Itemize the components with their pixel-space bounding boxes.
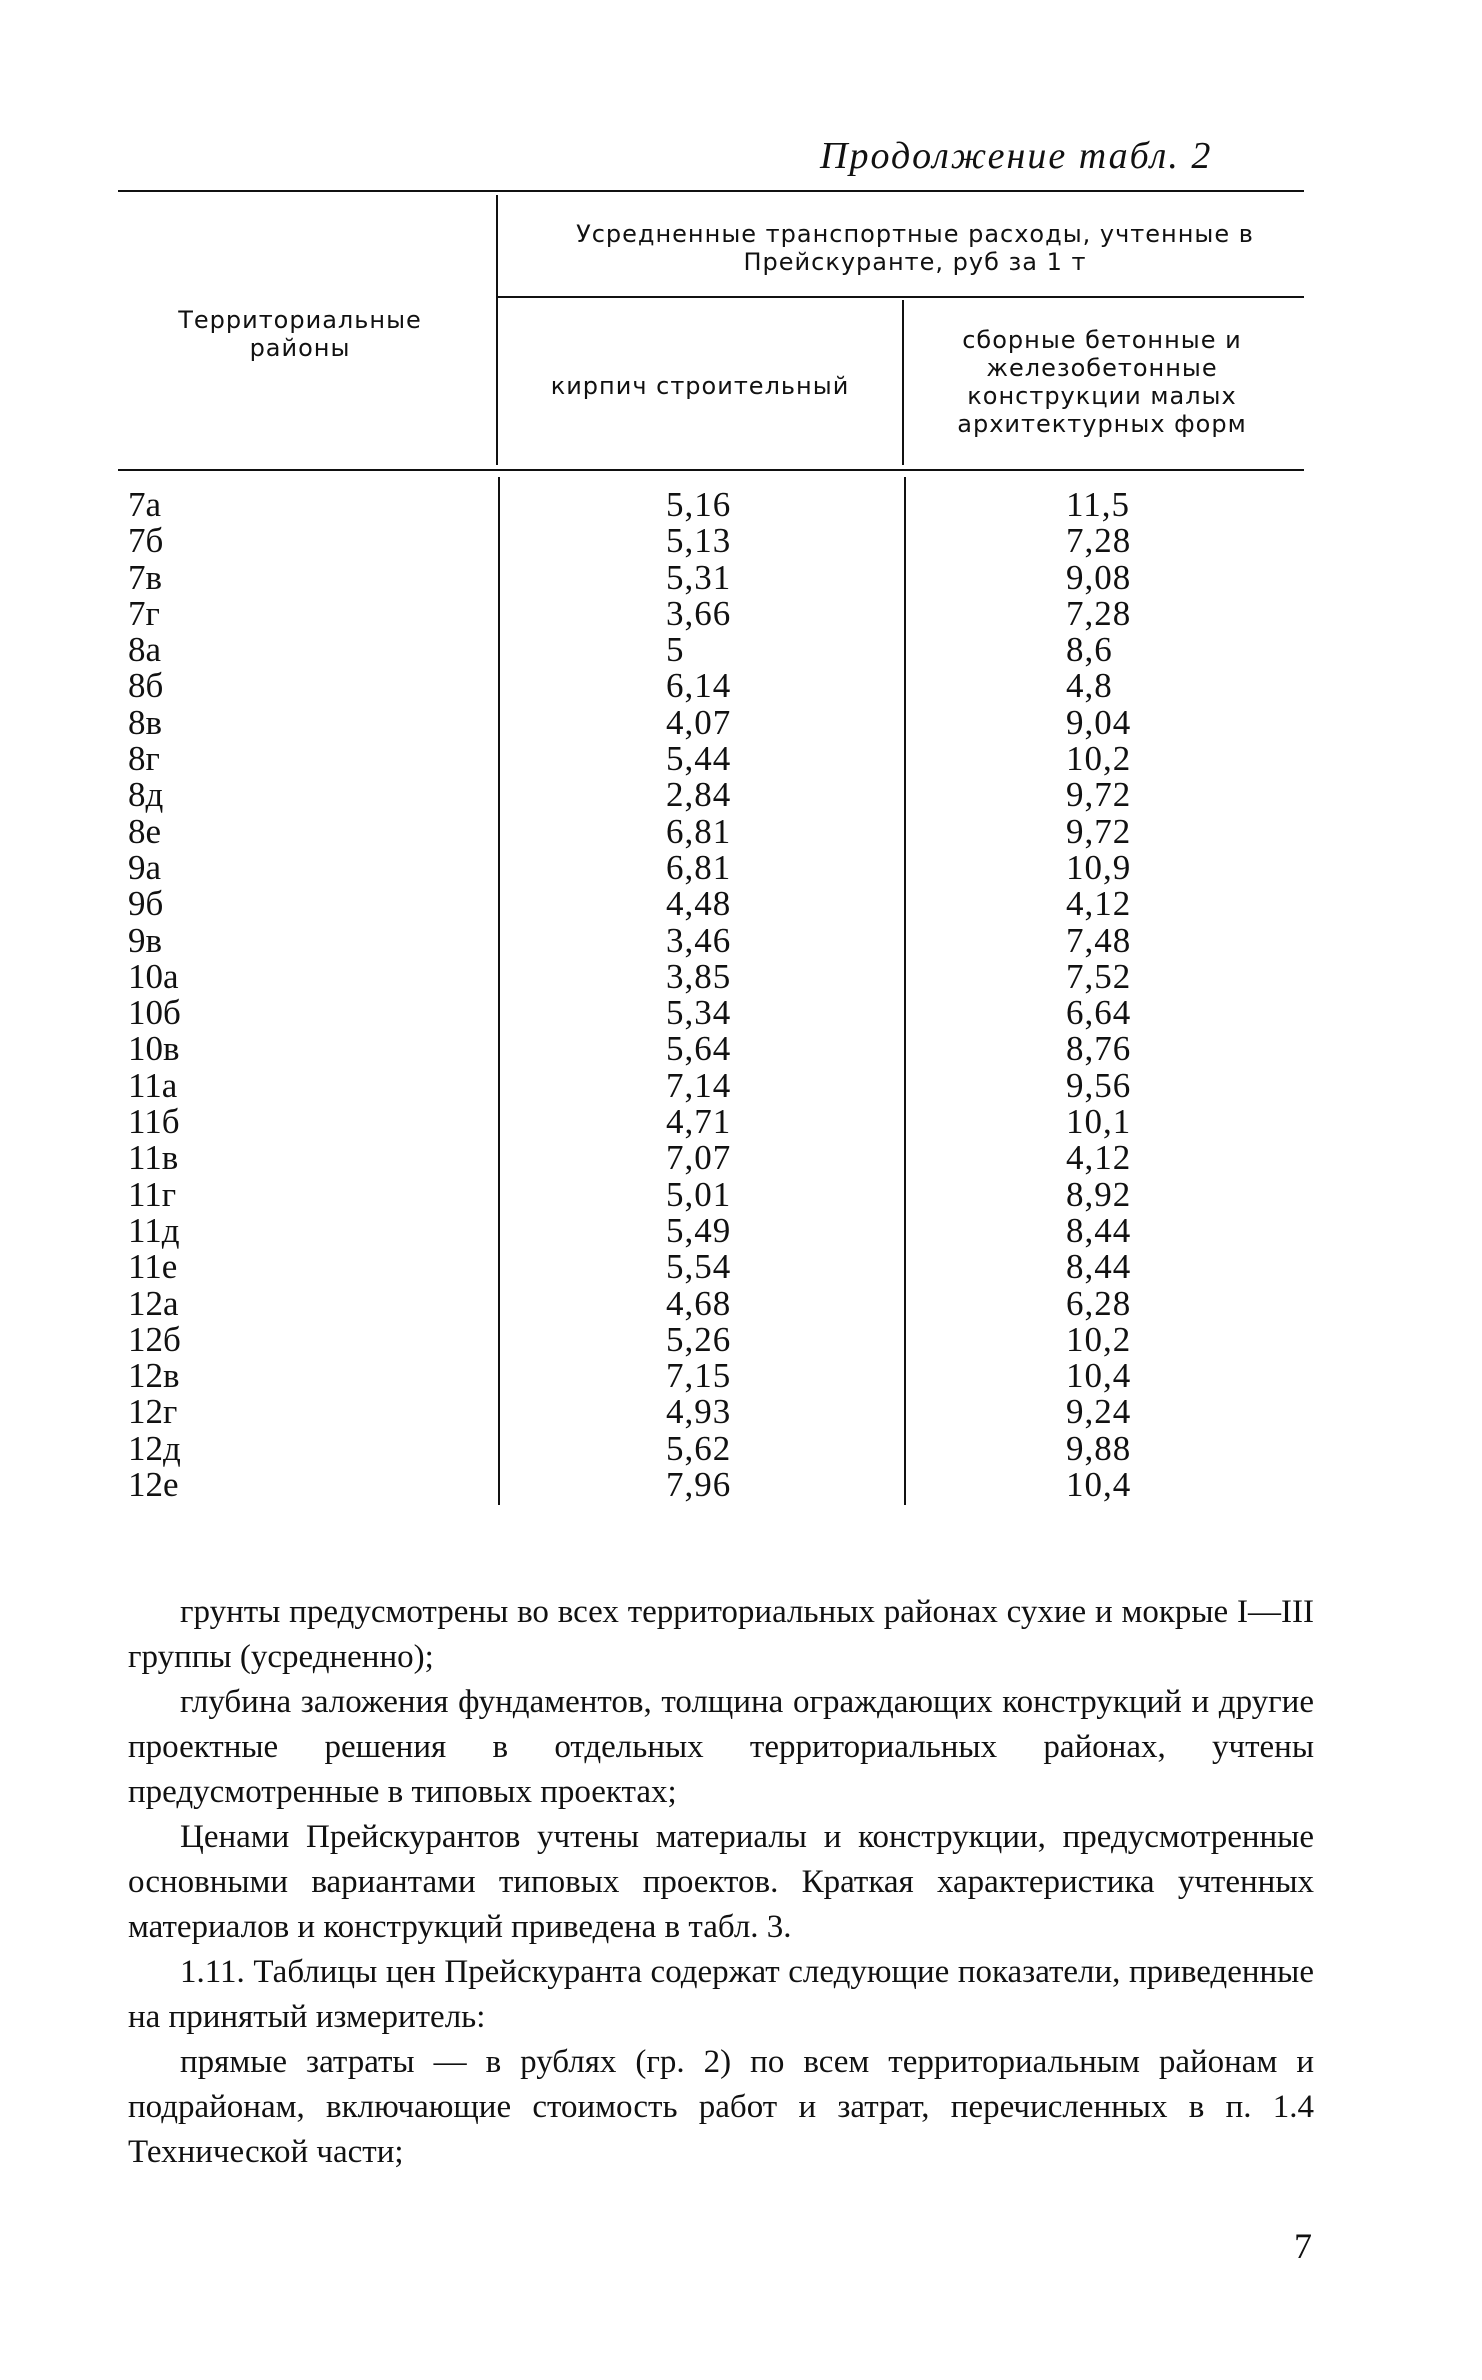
table-row (0, 487, 1482, 523)
region-cell: 12г (128, 1392, 178, 1432)
region-cell: 11г (128, 1174, 177, 1214)
brick-cell: 5,54 (666, 1247, 732, 1287)
body-text (128, 1590, 1314, 2175)
concrete-cell: 8,76 (1066, 1029, 1132, 1069)
concrete-cell: 10,4 (1066, 1465, 1132, 1505)
brick-cell: 5,26 (666, 1319, 732, 1359)
table-col-divider-2 (902, 300, 904, 465)
region-cell: 11а (128, 1065, 178, 1105)
concrete-cell: 10,9 (1066, 847, 1132, 887)
concrete-cell: 9,72 (1066, 775, 1132, 815)
region-cell: 8е (128, 811, 162, 851)
page-number: 7 (1294, 2226, 1312, 2266)
region-cell: 11е (128, 1247, 178, 1287)
concrete-cell: 10,2 (1066, 1319, 1132, 1359)
concrete-cell: 9,08 (1066, 557, 1132, 597)
brick-cell: 7,07 (666, 1138, 732, 1178)
table-row (0, 702, 1482, 742)
region-cell: 7г (128, 593, 160, 633)
table-row (0, 593, 1482, 633)
table-row (0, 956, 1482, 996)
region-cell: 11б (128, 1102, 180, 1142)
concrete-cell: 8,44 (1066, 1247, 1132, 1287)
table-row (0, 1104, 1482, 1140)
region-cell: 9а (128, 847, 162, 887)
table-row (0, 886, 1482, 922)
table-row (0, 741, 1482, 777)
table-row (0, 1210, 1482, 1250)
table-row (0, 777, 1482, 813)
table-row (0, 1174, 1482, 1214)
brick-cell: 4,48 (666, 884, 732, 924)
concrete-cell: 11,5 (1066, 485, 1130, 524)
table-row (0, 995, 1482, 1031)
region-cell: 8в (128, 702, 163, 742)
header-group: Усредненные транспортные расходы, учтенные в Прейскуранте, руб за 1 т (576, 220, 1254, 276)
brick-cell: 5,13 (666, 521, 732, 561)
concrete-cell: 4,12 (1066, 1138, 1132, 1178)
table-row (0, 1358, 1482, 1394)
table-row (0, 1394, 1482, 1430)
brick-cell: 4,71 (666, 1102, 732, 1142)
table-row (0, 1249, 1482, 1285)
region-cell: 7б (128, 521, 164, 561)
concrete-cell: 8,6 (1066, 630, 1113, 670)
brick-cell: 6,81 (666, 847, 732, 887)
header-concrete: сборные бетонные и железобетонные конструкции малых архитектурных форм (957, 326, 1247, 438)
concrete-cell: 8,44 (1066, 1210, 1132, 1250)
brick-cell: 4,07 (666, 702, 732, 742)
region-cell: 12а (128, 1283, 179, 1323)
brick-cell: 7,14 (666, 1065, 732, 1105)
region-cell: 12б (128, 1319, 181, 1359)
region-cell: 8г (128, 739, 160, 779)
brick-cell: 4,93 (666, 1392, 732, 1432)
region-cell: 11д (128, 1210, 180, 1250)
table-row (0, 1065, 1482, 1105)
region-cell: 7в (128, 557, 163, 597)
concrete-cell: 10,1 (1066, 1102, 1132, 1142)
concrete-cell: 6,28 (1066, 1283, 1132, 1323)
continuation-title: Продолжение табл. 2 (820, 135, 1213, 177)
table-body (0, 487, 1482, 1503)
table-row (0, 1428, 1482, 1468)
brick-cell: 7,15 (666, 1356, 732, 1396)
concrete-cell: 9,88 (1066, 1428, 1132, 1468)
region-cell: 12д (128, 1428, 181, 1468)
header-region: Территориальные районы (178, 306, 422, 362)
table-row (0, 632, 1482, 668)
paragraph: глубина заложения фундаментов, толщина ограждающих конструкций и другие проектные решения в отдельных территориальных районах, учтены предусмотренные в типовых проектах; (128, 1684, 1314, 1810)
concrete-cell: 7,28 (1066, 593, 1132, 633)
region-cell: 11в (128, 1138, 179, 1178)
region-cell: 10в (128, 1029, 180, 1069)
brick-cell: 5,62 (666, 1428, 732, 1468)
paragraph: 1.11. Таблицы цен Прейскуранта содержат следующие показатели, приведенные на принятый измеритель: (128, 1954, 1314, 2035)
header-brick: кирпич строительный (550, 372, 850, 400)
brick-cell: 5,64 (666, 1029, 732, 1069)
brick-cell: 3,46 (666, 920, 732, 960)
concrete-cell: 4,12 (1066, 884, 1132, 924)
concrete-cell: 8,92 (1066, 1174, 1132, 1214)
brick-cell: 3,85 (666, 956, 732, 996)
concrete-cell: 9,72 (1066, 811, 1132, 851)
table-row (0, 1467, 1482, 1503)
table-col-divider-1 (496, 195, 498, 465)
brick-cell: 5 (666, 630, 685, 670)
brick-cell: 6,81 (666, 811, 732, 851)
brick-cell: 6,14 (666, 666, 732, 706)
brick-cell: 2,84 (666, 775, 732, 815)
paragraph: прямые затраты — в рублях (гр. 2) по всем территориальным районам и подрайонам, включающие стоимость работ и затрат, перечисленных в п. 1.4 Технической части; (128, 2044, 1314, 2170)
table-top-rule (118, 190, 1304, 192)
paragraph: Ценами Прейскурантов учтены материалы и конструкции, предусмотренные основными вариантами типовых проектов. Краткая характеристика учтенных материалов и конструкций приведена в табл. 3. (128, 1819, 1314, 1945)
region-cell: 12е (128, 1465, 179, 1505)
brick-cell: 5,34 (666, 993, 732, 1033)
region-cell: 9в (128, 920, 163, 960)
table-row (0, 811, 1482, 851)
concrete-cell: 10,2 (1066, 739, 1132, 779)
table-row (0, 557, 1482, 597)
region-cell: 8а (128, 630, 162, 670)
table-row (0, 668, 1482, 704)
region-cell: 10а (128, 956, 179, 996)
region-cell: 9б (128, 884, 164, 924)
brick-cell: 7,96 (666, 1465, 732, 1505)
table-group-rule (498, 296, 1304, 298)
concrete-cell: 4,8 (1066, 666, 1113, 706)
concrete-cell: 7,52 (1066, 956, 1132, 996)
concrete-cell: 6,64 (1066, 993, 1132, 1033)
brick-cell: 5,49 (666, 1210, 732, 1250)
concrete-cell: 9,56 (1066, 1065, 1132, 1105)
brick-cell: 3,66 (666, 593, 732, 633)
brick-cell: 5,44 (666, 739, 732, 779)
brick-cell: 5,01 (666, 1174, 732, 1214)
paragraph: грунты предусмотрены во всех территориальных районах сухие и мокрые I—III группы (усредненно); (128, 1594, 1314, 1675)
concrete-cell: 7,28 (1066, 521, 1132, 561)
region-cell: 7а (128, 485, 162, 524)
region-cell: 8б (128, 666, 164, 706)
table-row (0, 1031, 1482, 1067)
table-row (0, 523, 1482, 559)
region-cell: 8д (128, 775, 164, 815)
brick-cell: 5,16 (666, 485, 732, 524)
table-row (0, 847, 1482, 887)
table-row (0, 1140, 1482, 1176)
concrete-cell: 9,04 (1066, 702, 1132, 742)
brick-cell: 5,31 (666, 557, 732, 597)
brick-cell: 4,68 (666, 1283, 732, 1323)
concrete-cell: 10,4 (1066, 1356, 1132, 1396)
table-row (0, 920, 1482, 960)
table-row (0, 1283, 1482, 1323)
table-header-rule (118, 469, 1304, 471)
region-cell: 12в (128, 1356, 180, 1396)
region-cell: 10б (128, 993, 181, 1033)
concrete-cell: 9,24 (1066, 1392, 1132, 1432)
table-row (0, 1319, 1482, 1359)
concrete-cell: 7,48 (1066, 920, 1132, 960)
